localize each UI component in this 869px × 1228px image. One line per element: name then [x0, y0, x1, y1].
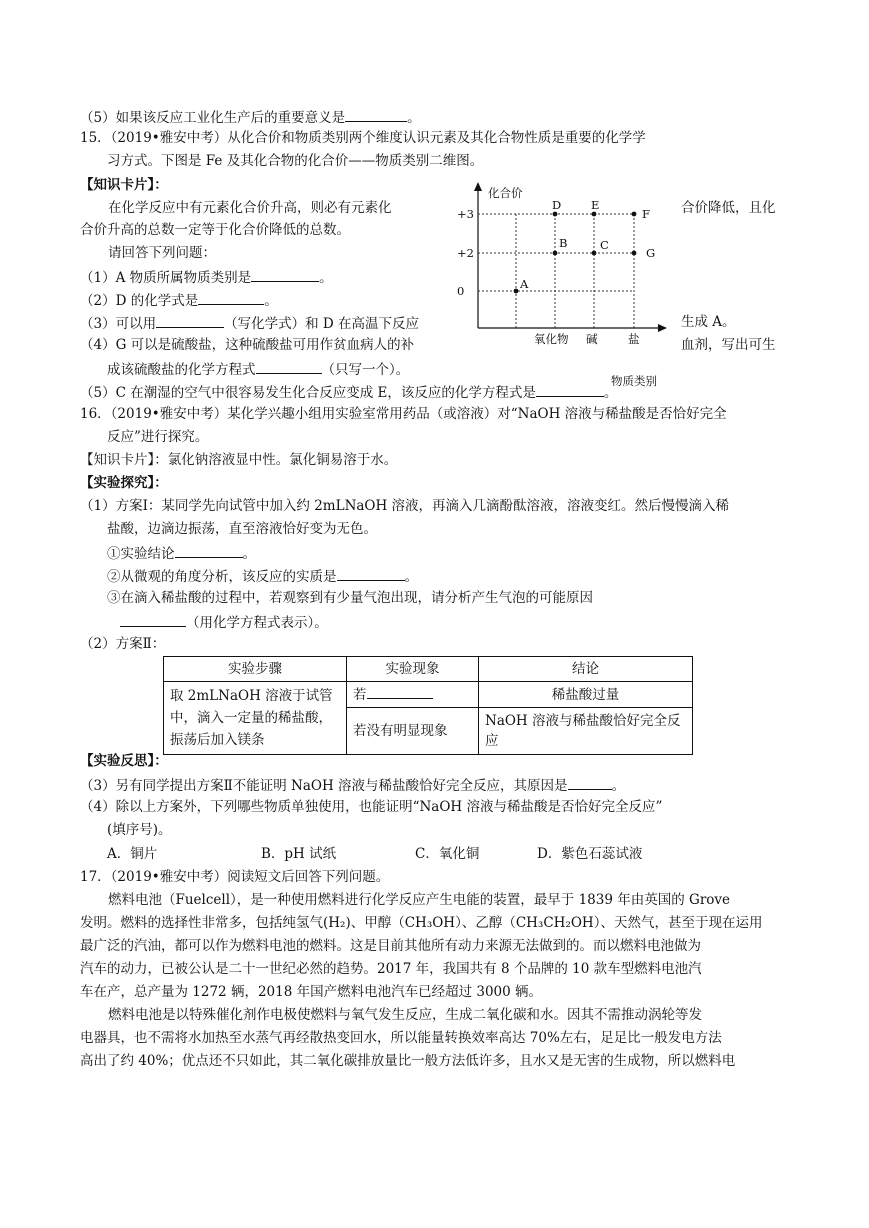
q15-card-text: 在化学反应中有元素化合价升高，则必有元素化: [108, 200, 392, 216]
answer-blank[interactable]: [251, 267, 319, 282]
q15-card-text-2: 合价升高的总数一定等于化合价降低的总数。: [80, 222, 350, 238]
option-a: A．铜片: [107, 846, 158, 862]
q15-sub4-right: 血剂，写出可生: [681, 337, 776, 353]
option-b: B．pH 试纸: [261, 846, 337, 862]
answer-blank[interactable]: [175, 543, 243, 558]
x-tick-label: 氧化物: [534, 332, 569, 346]
answer-blank[interactable]: [256, 359, 322, 374]
q15-card-text-right: 合价降低，且化: [681, 200, 776, 216]
q15-header-cont: 习方式。下图是 Fe 及其化合物的化合价——物质类别二维图。: [107, 153, 484, 169]
x-tick-label: 碱: [586, 332, 598, 346]
x-tick-label: 盐: [628, 332, 640, 346]
q15-sub1: （1）A 物质所属物质类别是 。: [80, 267, 333, 287]
q17-line: 燃料电池（Fuelcell），是一种使用燃料进行化学反应产生电能的装置，最早于 1839 年由英国的 Grove: [108, 892, 731, 908]
point-label-B: B: [559, 236, 568, 250]
point-F: [632, 212, 637, 217]
answer-blank[interactable]: [367, 684, 433, 699]
point-label-F: F: [642, 207, 650, 221]
chart-grid: [478, 214, 634, 328]
x-axis-label: 物质类别: [611, 374, 657, 388]
q15-header: 15．（2019•雅安中考）从化合价和物质类别两个维度认识元素及其化合物性质是重要的化学学: [80, 130, 646, 146]
q15-sub4-cont: 成该硫酸盐的化学方程式 （只写一个）。: [107, 359, 409, 379]
y-tick-label: +2: [457, 246, 474, 260]
chart-ticks: [457, 207, 640, 346]
y-axis-arrow: [474, 182, 482, 191]
q17-line: 最广泛的汽油，都可以作为燃料电池的燃料。这是目前其他所有动力来源无法做到的。而以燃料电池做为: [80, 938, 701, 954]
q15-sub5: （5）C 在潮湿的空气中很容易发生化合反应变成 E，该反应的化学方程式是 。: [80, 382, 617, 402]
experiment-table: [163, 656, 693, 755]
table-cell-conclusion: 稀盐酸过量: [479, 682, 693, 708]
table-header: 实验现象: [347, 657, 479, 682]
point-C: [592, 251, 597, 256]
fe-valence-chart: [448, 180, 678, 392]
q17-line: 燃料电池是以特殊催化剂作电极使燃料与氧气发生反应，生成二氧化碳和水。因其不需推动涡轮等发: [108, 1007, 702, 1023]
table-cell-step: 取 2mLNaOH 溶液于试管中，滴入一定量的稀盐酸，振荡后加入镁条: [164, 682, 347, 755]
q14-item5: （5）如果该反应工业化生产后的重要意义是 。: [80, 107, 421, 127]
q15-sub3-right: 生成 A。: [681, 314, 736, 330]
table-cell-observation: 若没有明显现象: [347, 708, 479, 755]
q17-line: 电器具，也不需将水加热至水蒸气再经散热变回水，所以能量转换效率高达 70%左右，足足比一般发电方法: [80, 1030, 722, 1046]
q17-header: 17．（2019•雅安中考）阅读短文后回答下列问题。: [80, 869, 390, 885]
q16-p3: （3）另有同学提出方案Ⅱ不能证明 NaOH 溶液与稀盐酸恰好完全反应，其原因是 。: [80, 775, 625, 795]
table-cell-conclusion: NaOH 溶液与稀盐酸恰好完全反应: [479, 708, 693, 755]
point-D: [553, 212, 558, 217]
q17-line: 高出了约 40%；优点还不只如此，其二氧化碳排放量比一般方法低许多，且水又是无害的生成物，所以燃料电: [80, 1053, 736, 1069]
q15-sub4: （4）G 可以是硫酸盐，这种硫酸盐可用作贫血病人的补: [80, 337, 415, 353]
point-label-G: G: [646, 246, 656, 260]
y-tick-label: 0: [457, 284, 465, 298]
point-label-C: C: [600, 238, 609, 252]
point-label-D: D: [552, 198, 562, 212]
option-d: D．紫色石蕊试液: [537, 846, 643, 862]
x-axis-arrow: [658, 324, 667, 332]
q16-p4: （4）除以上方案外，下列哪些物质单独使用，也能证明“NaOH 溶液与稀盐酸是否恰好完全反应”: [80, 799, 663, 815]
table-cell-observation: 若: [347, 682, 479, 708]
point-label-E: E: [591, 198, 600, 212]
q16-c3-cont: （用化学方程式表示）。: [120, 612, 328, 632]
y-tick-label: +3: [457, 207, 474, 221]
answer-blank[interactable]: [568, 775, 612, 790]
answer-blank[interactable]: [345, 107, 407, 122]
q16-c2: ②从微观的角度分析，该反应的实质是 。: [107, 566, 418, 586]
table-header: 结论: [479, 657, 693, 682]
q17-line: 汽车的动力，已被公认是二十一世纪必然的趋势。2017 年，我国共有 8 个品牌的 10 款车型燃料电池汽: [80, 961, 702, 977]
q15-sub3: （3）可以用 （写化学式）和 D 在高温下反应: [80, 313, 419, 333]
q15-sub2: （2）D 的化学式是 。: [80, 290, 278, 310]
point-E: [592, 212, 597, 217]
point-G: [632, 251, 637, 256]
q16-c1: ①实验结论 。: [107, 543, 256, 563]
q16-plan1-cont: 盐酸，边滴边振荡，直至溶液恰好变为无色。: [107, 521, 377, 537]
q17-line: 车在产，总产量为 1272 辆，2018 年国产燃料电池汽车已经超过 3000 辆。: [80, 984, 543, 1000]
knowledge-card-label: 【知识卡片】：: [80, 177, 168, 193]
answer-blank[interactable]: [120, 612, 186, 627]
explore-label: 【实验探究】：: [80, 475, 168, 491]
point-B: [553, 251, 558, 256]
option-c: C．氧化铜: [415, 846, 480, 862]
y-axis-label: 化合价: [488, 186, 523, 200]
q16-p4-cont: (填序号)。: [107, 822, 172, 838]
answer-blank[interactable]: [198, 290, 264, 305]
point-A: [514, 289, 519, 294]
q16-plan2: （2）方案Ⅱ：: [80, 636, 166, 652]
q17-line: 发明。燃料的选择性非常多，包括纯氢气(H₂)、甲醇（CH₃OH）、乙醇（CH₃CH₂OH）、天然气，甚至于现在运用: [80, 915, 763, 931]
answer-blank[interactable]: [337, 566, 405, 581]
q16-card: 【知识卡片】：氯化钠溶液显中性。氯化铜易溶于水。: [80, 452, 398, 468]
reflect-label: 【实验反思】：: [80, 753, 168, 769]
answer-blank[interactable]: [156, 313, 224, 328]
q16-header: 16．（2019•雅安中考）某化学兴趣小组用实验室常用药品（或溶液）对“NaOH 溶液与稀盐酸是否恰好完全: [80, 406, 727, 422]
q16-c3: ③在滴入稀盐酸的过程中，若观察到有少量气泡出现，请分析产生气泡的可能原因: [107, 590, 593, 606]
q16-plan1: （1）方案Ⅰ：某同学先向试管中加入约 2mLNaOH 溶液，再滴入几滴酚酞溶液，溶液变红。然后慢慢滴入稀: [80, 498, 730, 514]
point-label-A: A: [520, 277, 529, 291]
table-header: 实验步骤: [164, 657, 347, 682]
q16-header-cont: 反应”进行探究。: [107, 429, 209, 445]
q15-ask: 请回答下列问题：: [108, 245, 216, 261]
